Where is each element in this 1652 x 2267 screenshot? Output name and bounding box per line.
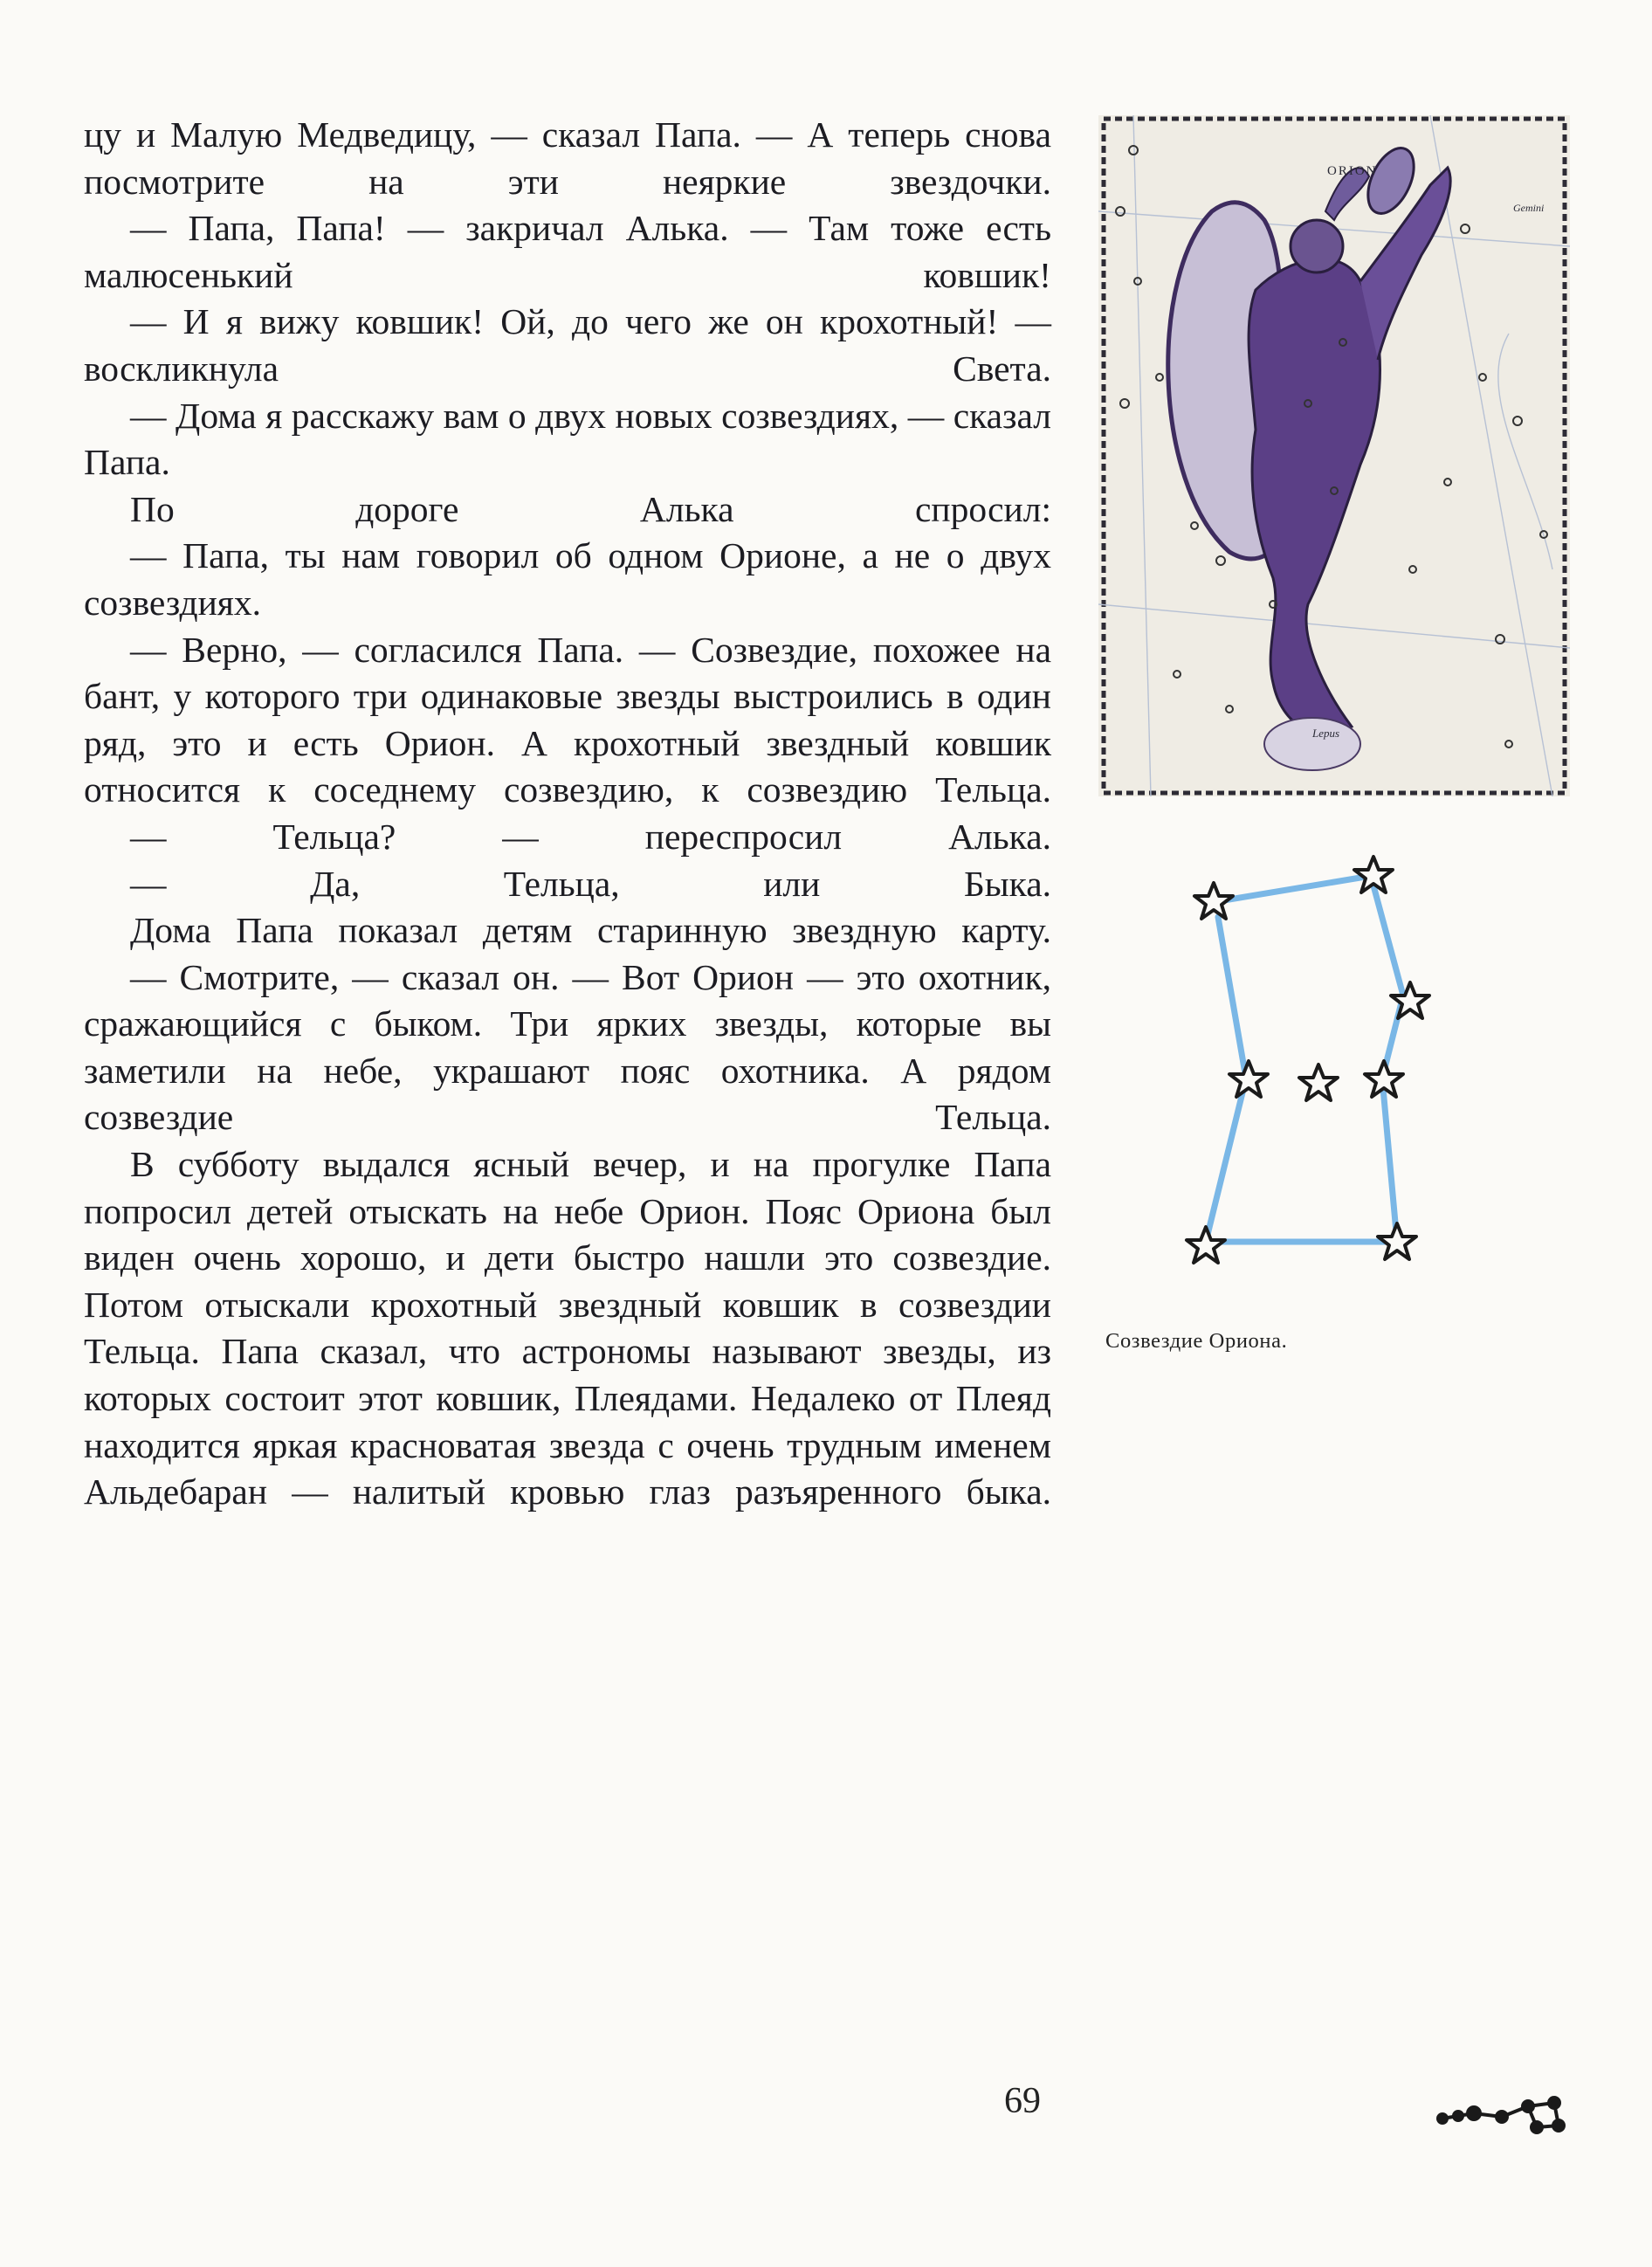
orion-star-map-illustration <box>1098 115 1570 796</box>
star-saiph <box>1187 1227 1225 1263</box>
paragraph: — Папа, ты нам говорил об одном Орионе, а не о двух созвездиях. <box>84 535 1051 623</box>
body-text <box>84 112 1051 1516</box>
star-rigel <box>1378 1223 1416 1259</box>
map-label-lepus: Lepus <box>1312 727 1340 740</box>
paragraph: — И я вижу ковшик! Ой, до чего же он крохотный! — воскликнула Света. <box>84 301 1051 389</box>
paragraph: Дома Папа показал детям старинную звездную карту. <box>130 910 1051 951</box>
paragraph: — Тельца? — переспросил Алька. <box>130 816 1051 857</box>
paragraph: цу и Малую Медведицу, — сказал Папа. — А теперь снова посмотрите на эти неяркие звездочки. <box>84 114 1051 202</box>
paragraph: — Дома я расскажу вам о двух новых созвездиях, — сказал Папа. <box>84 395 1051 483</box>
paragraph: — Смотрите, — сказал он. — Вот Орион — это охотник, сражающийся с быком. Три ярких звезды, которые вы заметили на небе, украшают пояс охотника. А рядом созвездие Тельца. <box>84 956 1051 1138</box>
figure-caption: Созвездие Ориона. <box>1105 1329 1288 1353</box>
paragraph: В субботу выдался ясный вечер, и на прогулке Папа попросил детей отыскать на небе Орион. Пояс Ориона был виден очень хорошо, и дети быстро нашли это созвездие. Потом отыскали крохотный звездный ковшик в созвездии Тельца. Папа сказал, что астрономы называют звезды, из которых состоит этот ковшик, Плеядами. Недалеко от Плеяд находится яркая красноватая звезда с очень трудным именем Альдебаран — налитый кровью глаз разъяренного быка. <box>84 1144 1051 1512</box>
paragraph: — Верно, — согласился Папа. — Созвездие, похожее на бант, у которого три одинаковые звезды выстроились в один ряд, это и есть Орион. А крохотный звездный ковшик относится к соседнему созвездию, к созвездию Тельца. <box>84 629 1051 810</box>
star-betelgeuse <box>1194 883 1233 919</box>
paragraph: По дороге Алька спросил: <box>130 488 1051 529</box>
page-number: 69 <box>1004 2081 1041 2121</box>
star-belt-1 <box>1229 1061 1268 1097</box>
map-label-orion: ORION <box>1327 164 1378 178</box>
paragraph: — Папа, Папа! — закричал Алька. — Там тоже есть малюсенький ковшик! <box>84 208 1051 295</box>
star-ornament-icon <box>1432 2087 1572 2140</box>
orion-constellation-diagram <box>1174 843 1463 1279</box>
map-label-gemini: Gemini <box>1513 202 1545 214</box>
star-belt-2 <box>1299 1065 1338 1100</box>
paragraph: — Да, Тельца, или Быка. <box>130 863 1051 904</box>
